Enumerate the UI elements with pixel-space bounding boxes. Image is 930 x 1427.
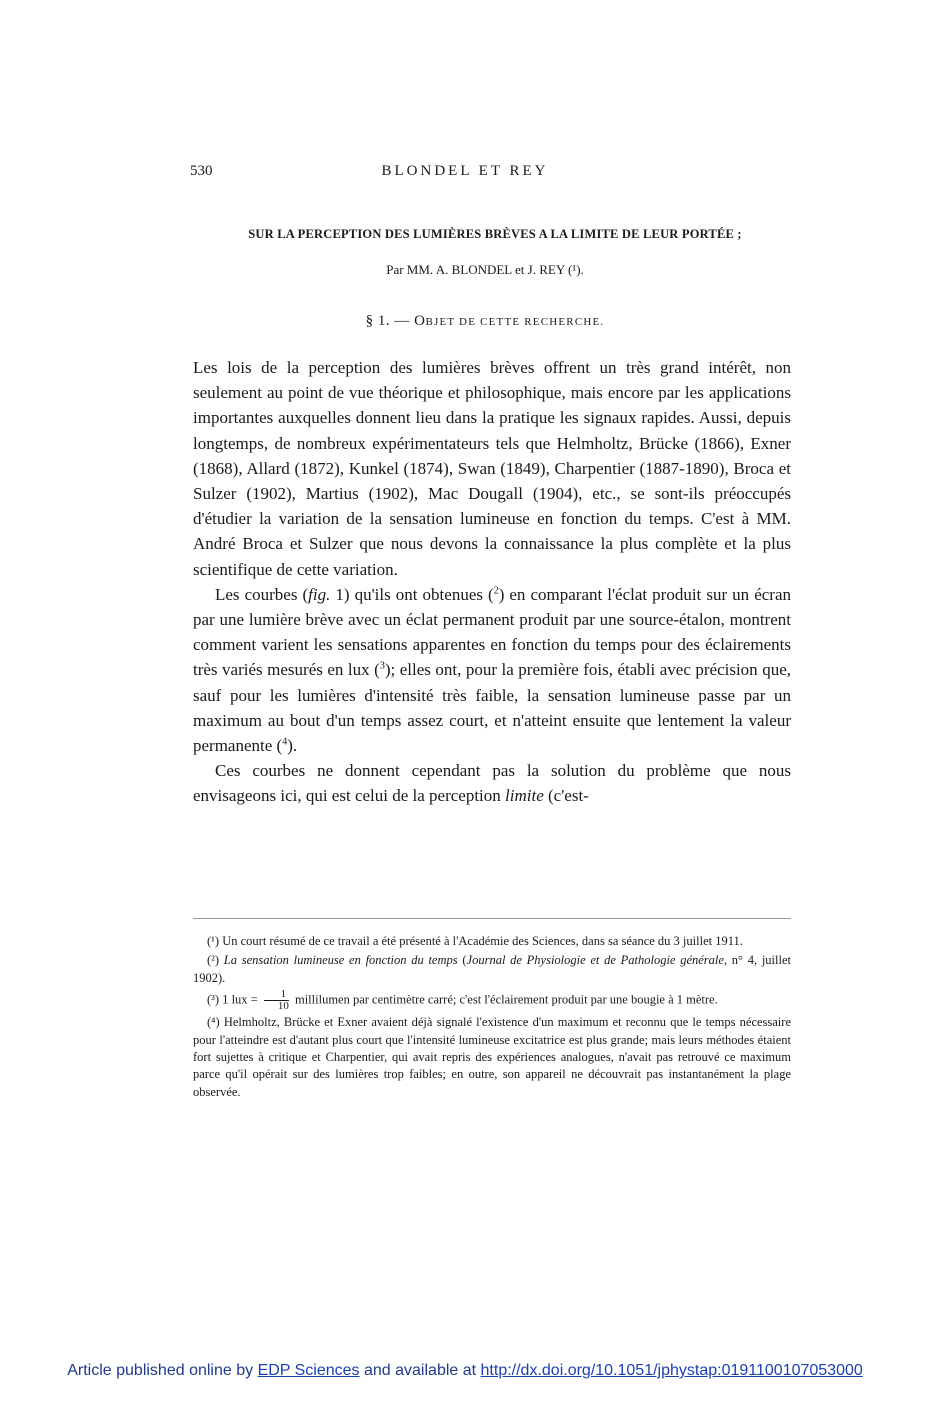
edp-sciences-link[interactable]: EDP Sciences: [257, 1362, 360, 1379]
footnote-3-text-a: 1 lux =: [219, 992, 261, 1007]
p2-text-a: Les courbes (: [215, 584, 309, 604]
footnote-1-text: Un court résumé de ce travail a été présenté à l'Académie des Sciences, dans sa séance du 3 juillet 1911.: [219, 934, 743, 948]
footnotes: [193, 933, 791, 1103]
footnote-1: [193, 933, 791, 950]
doi-link[interactable]: http://dx.doi.org/10.1051/jphystap:0191100107053000: [480, 1362, 863, 1379]
footnote-1-mark: (¹): [207, 934, 220, 948]
p2-text-e: ).: [287, 736, 298, 756]
publisher-footer: [0, 1362, 930, 1380]
footnote-2: [193, 952, 791, 987]
figure-ref: fig.: [308, 584, 331, 604]
footnote-2-open: (: [457, 953, 467, 968]
paragraph-2: [193, 582, 791, 758]
footnote-separator: [193, 918, 791, 919]
footer-text-b: and available at: [359, 1362, 481, 1379]
section-heading: [0, 313, 930, 330]
fraction-denominator: 10: [277, 1000, 289, 1013]
footnote-4: [193, 1014, 791, 1101]
fraction: [264, 989, 289, 1012]
footer-text-a: Article published online by: [67, 1362, 258, 1379]
footnote-2-journal: Journal de Physiologie et de Pathologie générale: [466, 953, 724, 968]
fraction-numerator: 1: [264, 989, 289, 1001]
article-byline: Par MM. A. BLONDEL et J. REY (¹).: [386, 262, 584, 277]
running-head: BLONDEL ET REY: [381, 163, 549, 179]
p2-text-b: 1) qu'ils ont obtenues (: [330, 584, 494, 604]
footnote-3-text-b: millilumen par centimètre carré; c'est l'éclairement produit par une bougie à 1 mètre.: [291, 992, 718, 1007]
footnote-4-mark: (⁴): [207, 1015, 220, 1030]
footnote-ref-4: 4: [282, 736, 288, 748]
p3-emphasis: limite: [505, 786, 544, 806]
p2-text-d: ); elles ont, pour la première fois, établi avec précision que, sauf pour les lumières d'intensité très faible, la sensation lumineuse passe par un maximum au bout d'un temps assez court, et n'atteint ensuite que lentement la valeur permanente (: [193, 660, 791, 756]
footnote-2-close: , n° 4, juillet 1902).: [193, 953, 791, 985]
section-heading-rest: BJET DE CETTE RECHERCHE.: [425, 316, 605, 328]
p2-text-c: ) en comparant l'éclat produit sur un écran par une lumière brève avec un éclat permanent produit par une source-étalon, montrent comment varient les sensations apparentes en fonction du temps pour des éclairements très variés mesurés en lux (: [193, 584, 791, 680]
footnote-3-mark: (³): [207, 992, 220, 1007]
footnote-3: [193, 989, 791, 1012]
page-number: 530: [190, 163, 213, 179]
footnote-ref-3: 3: [379, 660, 385, 672]
footnote-2-mark: (²): [207, 953, 220, 968]
p3-text-a: Ces courbes ne donnent cependant pas la solution du problème que nous envisageons ici, qui est celui de la perception: [193, 761, 791, 806]
paragraph-3: [193, 758, 791, 808]
article-title: SUR LA PERCEPTION DES LUMIÈRES BRÈVES A LA LIMITE DE LEUR PORTÉE ;: [248, 227, 742, 241]
paragraph-1: Les lois de la perception des lumières brèves offrent un très grand intérêt, non seulement au point de vue théorique et philosophique, mais encore par les applications importantes auxquelles donnent lieu dans la pratique les signaux rapides. Aussi, depuis longtemps, de nombreux expérimentateurs tels que Helmholtz, Brücke (1866), Exner (1868), Allard (1872), Kunkel (1874), Swan (1849), Charpentier (1887-1890), Broca et Sulzer (1902), Martius (1902), Mac Dougall (1904), etc., se sont-ils préoccupés d'étudier la variation de la sensation lumineuse en fonction du temps. C'est à MM. André Broca et Sulzer que nous devons la connaissance la plus complète et la plus scientifique de cette variation.: [193, 358, 791, 579]
footnote-ref-2: 2: [493, 585, 499, 597]
section-heading-prefix: § 1. — O: [365, 313, 426, 329]
footnote-2-title: La sensation lumineuse en fonction du temps: [219, 953, 458, 968]
p3-text-b: (c'est-: [543, 786, 589, 806]
body-text: [193, 355, 791, 809]
footnote-4-text: Helmholtz, Brücke et Exner avaient déjà signalé l'existence d'un maximum et reconnu que le temps nécessaire pour l'atteindre est d'autant plus court que l'intensité lumineuse excitatrice est plus grande; mais leurs méthodes étaient fort sujettes à critique et Charpentier, qui avait repris des expériences analogues, n'avait pas retrouvé ce maximum parce qu'il opérait sur des lumières trop faibles; en outre, son appareil ne découvrait pas instantanément la plage observée.: [193, 1015, 791, 1099]
